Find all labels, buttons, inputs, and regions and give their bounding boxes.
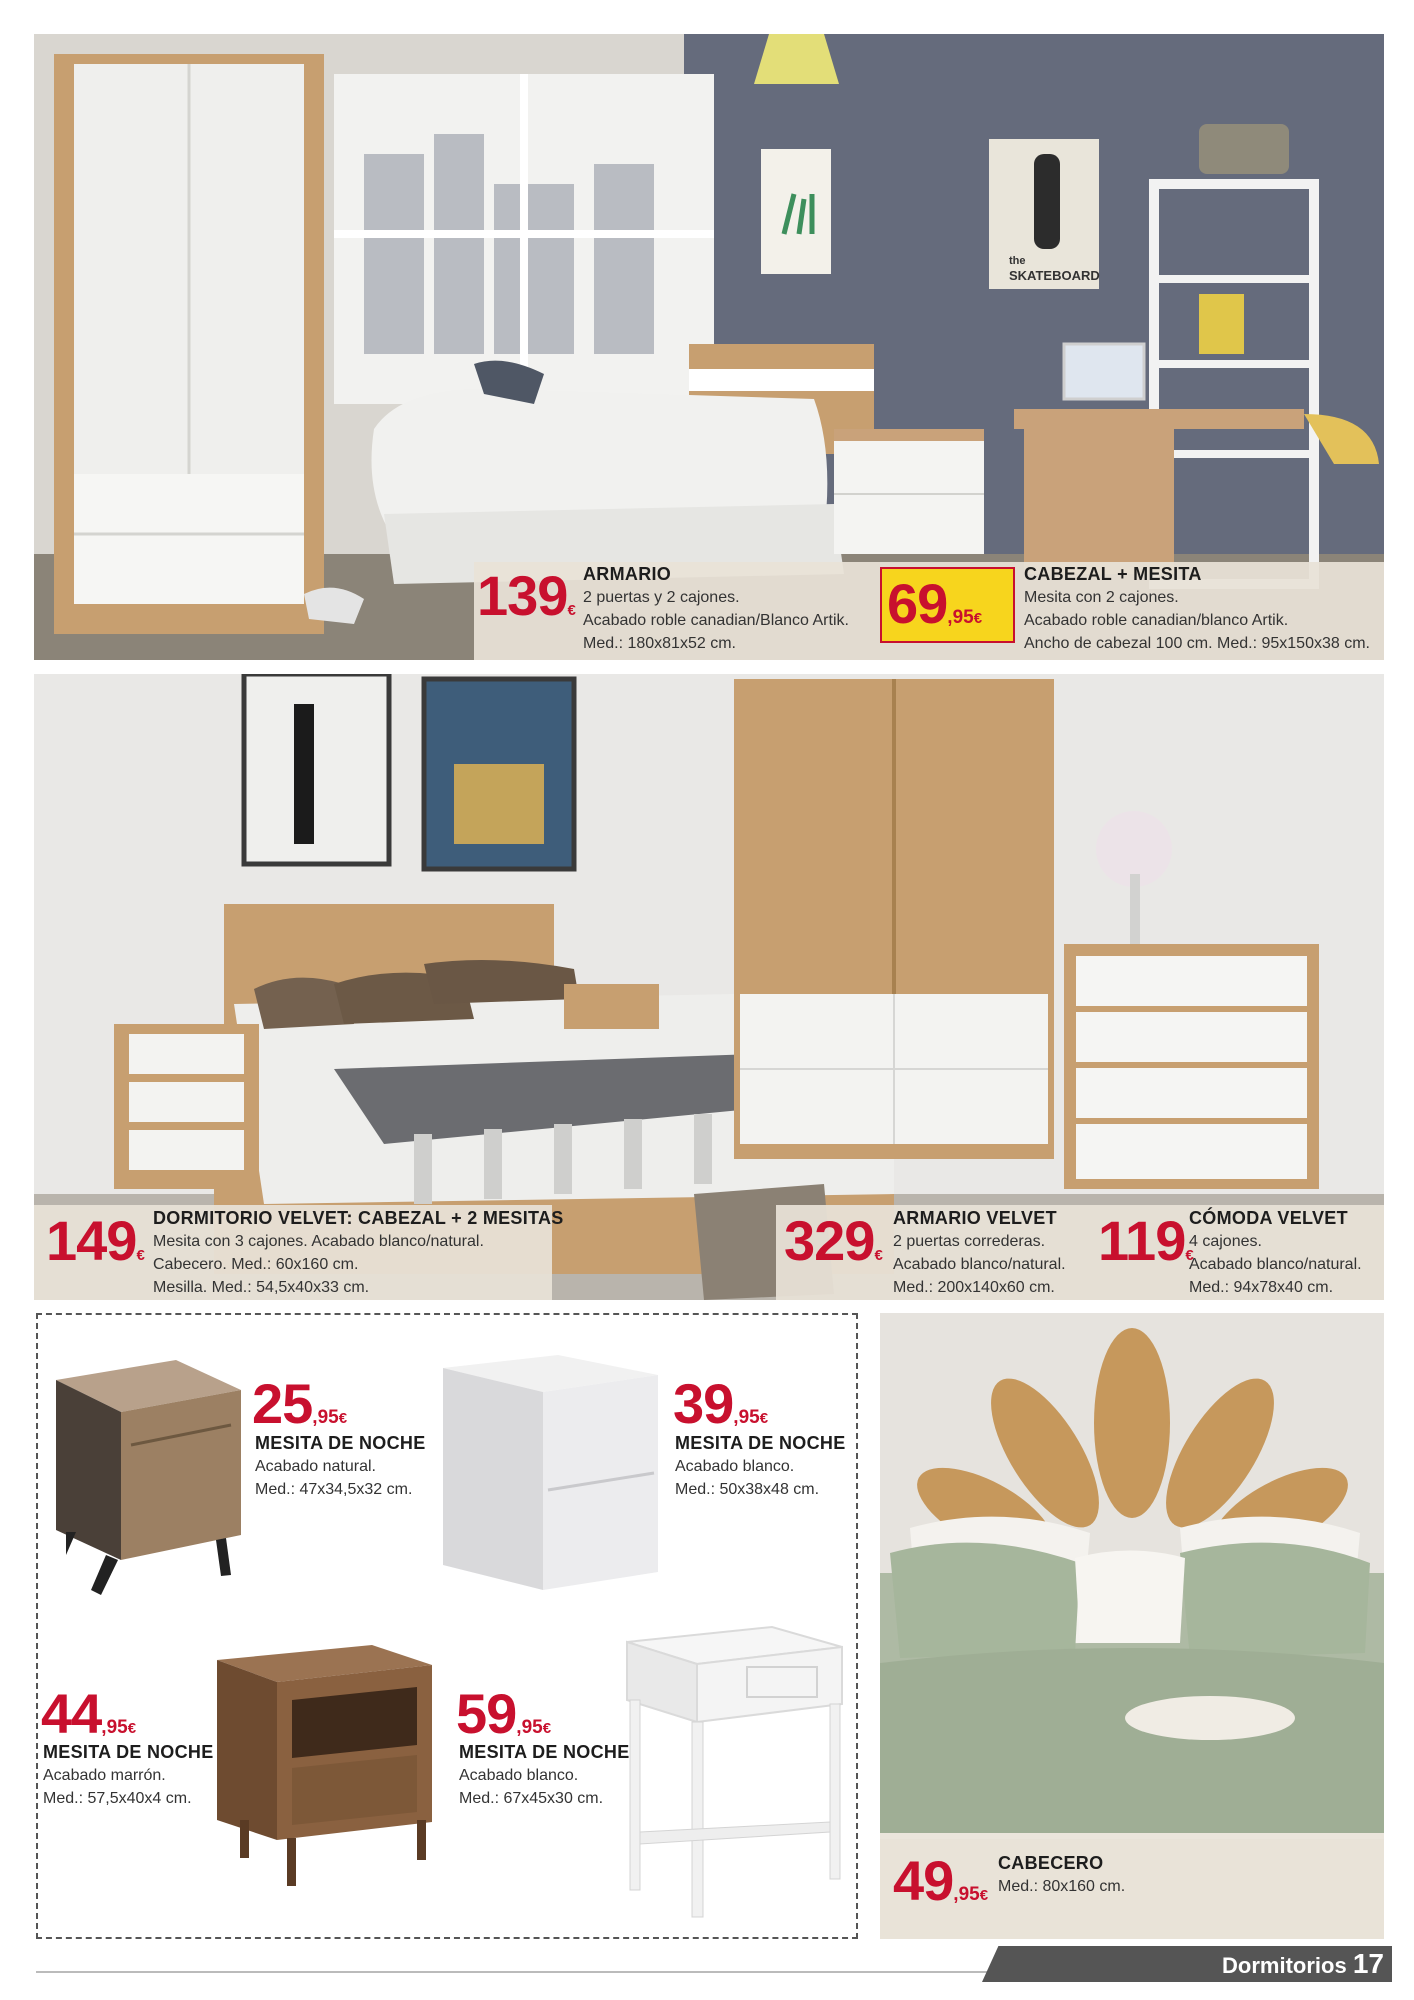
mesita-marron-desc [43,1741,214,1810]
footer-section-label [1222,1949,1384,1981]
euro-sign: € [338,1410,348,1427]
price-decimals: ,95 [947,607,974,628]
desc-line: Ancho de cabezal 100 cm. Med.: 95x150x38 cm. [1024,635,1370,652]
price-integer: 149 [46,1209,137,1272]
page-number: 17 [1352,1948,1384,1979]
price-decimals: ,95 [101,1717,128,1738]
dormitorio-velvet-desc [153,1207,564,1299]
dormitorio-velvet-price [46,1209,145,1272]
mesita-natural-desc [255,1432,426,1501]
desc-line: Mesilla. Med.: 54,5x40x33 cm. [153,1279,370,1296]
desc-line: 2 puertas correderas. [893,1233,1046,1250]
desc-line: 2 puertas y 2 cajones. [583,589,740,606]
price-integer: 329 [784,1209,875,1272]
mesita-natural-price [252,1372,348,1435]
price-integer: 49 [893,1849,954,1912]
comoda-velvet-price [1098,1209,1194,1272]
mesita-natural-image [46,1350,246,1600]
desc-line: Med.: 67x45x30 cm. [459,1790,604,1807]
mesita-blanco-a-desc [675,1432,846,1501]
desc-line: Med.: 47x34,5x32 cm. [255,1481,413,1498]
mesita-blanco-cajones-image [438,1350,663,1595]
mesita-marron-image [212,1640,437,1890]
poster-text-the: the [1009,255,1026,267]
price-integer: 119 [1098,1209,1186,1272]
armario-velvet-price [784,1209,883,1272]
product-title: CABEZAL + MESITA [1024,564,1202,584]
desc-line: Acabado blanco/natural. [1189,1256,1362,1273]
desc-line: Med.: 80x160 cm. [998,1878,1126,1895]
price-integer: 139 [477,564,568,627]
euro-sign: € [567,602,576,619]
euro-sign: € [973,610,983,627]
desc-line: Acabado blanco/natural. [893,1256,1066,1273]
price-integer: 69 [887,572,948,635]
product-title: MESITA DE NOCHE [459,1742,630,1762]
price-integer: 44 [41,1682,102,1745]
price-decimals: ,95 [733,1407,760,1428]
cabecero-price [893,1849,989,1912]
cabezal-mesita-desc [1024,563,1370,655]
price-integer: 39 [673,1372,734,1435]
desc-line: Acabado blanco. [675,1458,795,1475]
mesita-blanco-a-price [673,1372,769,1435]
price-decimals: ,95 [953,1884,980,1905]
euro-sign: € [542,1720,552,1737]
price-integer: 25 [252,1372,313,1435]
desc-line: Acabado roble canadian/Blanco Artik. [583,612,849,629]
desc-line: Med.: 180x81x52 cm. [583,635,736,652]
cabecero-desc [998,1852,1125,1898]
euro-sign: € [979,1887,989,1904]
poster-text-skateboard: SKATEBOARD [1009,268,1100,283]
product-title: CÓMODA VELVET [1189,1208,1348,1228]
cabezal-mesita-price [887,572,983,635]
desc-line: Med.: 57,5x40x4 cm. [43,1790,192,1807]
price-integer: 59 [456,1682,517,1745]
desc-line: Acabado roble canadian/blanco Artik. [1024,612,1289,629]
desc-line: Med.: 94x78x40 cm. [1189,1279,1334,1296]
comoda-velvet-desc [1189,1207,1362,1299]
desc-line: Med.: 200x140x60 cm. [893,1279,1055,1296]
euro-sign: € [127,1720,137,1737]
mesita-marron-price [41,1682,137,1745]
price-decimals: ,95 [516,1717,543,1738]
product-title: CABECERO [998,1853,1104,1873]
footer-divider [36,1971,996,1973]
desc-line: Med.: 50x38x48 cm. [675,1481,820,1498]
armario-price [477,564,576,627]
product-title: MESITA DE NOCHE [43,1742,214,1762]
mesita-blanco-b-desc [459,1741,630,1810]
desc-line: Acabado natural. [255,1458,376,1475]
euro-sign: € [1185,1247,1194,1264]
product-title: MESITA DE NOCHE [675,1433,846,1453]
euro-sign: € [874,1247,883,1264]
mesita-blanco-patas-image [622,1622,847,1922]
euro-sign: € [136,1247,145,1264]
product-title: ARMARIO [583,564,672,584]
section-name: Dormitorios [1222,1953,1347,1978]
desc-line: Cabecero. Med.: 60x160 cm. [153,1256,359,1273]
euro-sign: € [759,1410,769,1427]
desc-line: Mesita con 2 cajones. [1024,589,1179,606]
product-title: ARMARIO VELVET [893,1208,1057,1228]
desc-line: Mesita con 3 cajones. Acabado blanco/natural. [153,1233,484,1250]
desc-line: 4 cajones. [1189,1233,1262,1250]
product-title: DORMITORIO VELVET: CABEZAL + 2 MESITAS [153,1208,564,1228]
desc-line: Acabado blanco. [459,1767,579,1784]
desc-line: Acabado marrón. [43,1767,166,1784]
armario-velvet-desc [893,1207,1066,1299]
armario-desc [583,563,849,655]
product-title: MESITA DE NOCHE [255,1433,426,1453]
mesita-blanco-b-price [456,1682,552,1745]
price-decimals: ,95 [312,1407,339,1428]
